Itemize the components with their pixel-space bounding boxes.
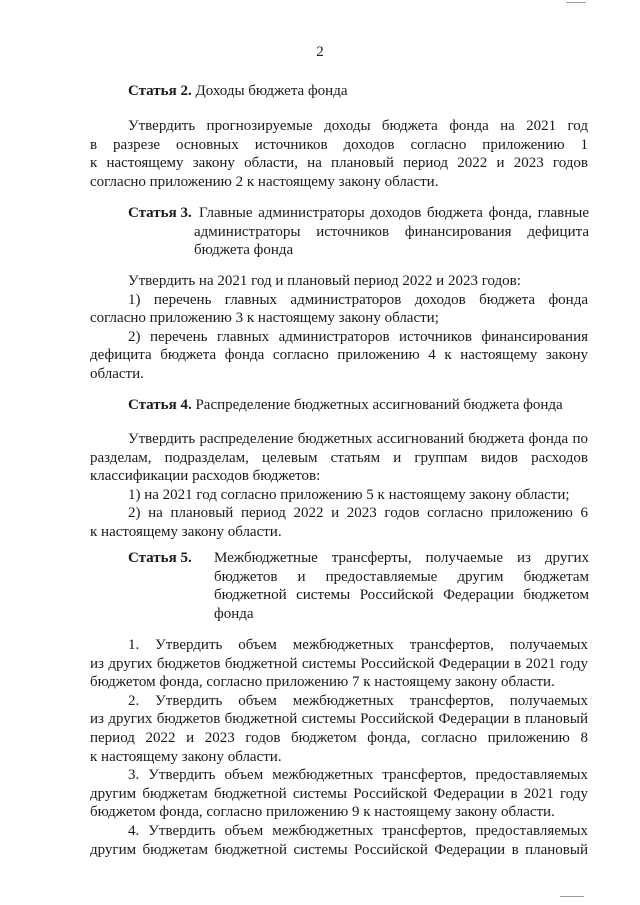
text-line: из других бюджетов бюджетной системы Российской Федерации в 2021 году [90, 655, 588, 672]
article-3-title-first [199, 204, 589, 223]
article-4-paragraph [90, 430, 588, 486]
article-2-title: Доходы бюджета фонда [195, 83, 348, 99]
text-line: 2) перечень главных администраторов источников финансирования [128, 328, 588, 345]
article-3-label: Статья 3. [128, 205, 192, 221]
article-4-title: Распределение бюджетных ассигнований бюджета фонда [195, 397, 563, 413]
article-5-item-4 [90, 822, 588, 859]
text-line: разделам, подразделам, целевым статьям и группам видов расходов [90, 449, 588, 466]
text-line: к настоящему закону области, на плановый период 2022 и 2023 годов [90, 155, 588, 172]
text-line: фонда [214, 605, 254, 622]
text-line: другим бюджетам бюджетной системы Российской Федерации в 2021 году [90, 785, 588, 802]
text-line: Главные администраторы доходов бюджета фонда, главные [199, 205, 589, 221]
article-4-item-1 [90, 486, 588, 505]
text-line: бюджетом фонда, согласно приложению 9 к настоящему закону области. [90, 804, 555, 821]
text-line: согласно приложению 2 к настоящему закону области. [90, 173, 439, 190]
text-line: другим бюджетам бюджетной системы Российской Федерации в плановый [90, 841, 588, 858]
text-line: дефицита бюджета фонда согласно приложению 4 к настоящему закону [90, 347, 588, 364]
article-5-item-1 [90, 636, 588, 692]
text-line: 1) перечень главных администраторов доходов бюджета фонда [128, 291, 588, 308]
text-line: период 2022 и 2023 годов бюджетом фонда, согласно приложению 8 [90, 729, 588, 746]
text-line: области. [90, 365, 144, 382]
text-line: 1. Утвердить объем межбюджетных трансфертов, получаемых [128, 637, 588, 653]
article-2-paragraph [90, 117, 588, 191]
text-line: Утвердить прогнозируемые доходы бюджета фонда на 2021 год [128, 118, 588, 134]
text-line: к настоящему закону области. [90, 748, 282, 765]
page-number: 2 [316, 44, 324, 60]
article-3-title-rest [194, 223, 589, 260]
scan-mark-bottom [560, 896, 584, 897]
text-line: бюджетов и предоставляемые другим бюджетам [214, 568, 589, 585]
text-line: из других бюджетов бюджетной системы Российской Федерации в плановый [90, 711, 588, 728]
article-5-label: Статья 5. [128, 550, 192, 566]
article-5-item-2 [90, 692, 588, 766]
article-4-heading [128, 396, 563, 415]
text-line: бюджета фонда [194, 242, 294, 259]
text-line: 3. Утвердить объем межбюджетных трансфертов, предоставляемых [128, 767, 588, 784]
text-line: классификации расходов бюджетов: [90, 468, 321, 485]
text-line: 1) на 2021 год согласно приложению 5 к настоящему закону области; [128, 486, 570, 503]
text-line: согласно приложению 3 к настоящему закону области; [90, 310, 439, 327]
text-line: 2. Утвердить объем межбюджетных трансфертов, получаемых [128, 692, 588, 709]
text-line: в разрезе основных источников доходов согласно приложению 1 [90, 136, 588, 153]
text-line: Межбюджетные трансферты, получаемые из других [214, 550, 589, 566]
article-5-title [214, 549, 589, 623]
text-line: 4. Утвердить объем межбюджетных трансфертов, предоставляемых [128, 823, 588, 839]
text-line: к настоящему закону области. [90, 523, 282, 540]
article-2-label: Статья 2. [128, 83, 192, 99]
text-line: Утвердить на 2021 год и плановый период 2022 и 2023 годов: [128, 273, 521, 289]
article-3-intro [90, 272, 588, 291]
scan-mark-top [566, 2, 586, 3]
article-3-item-1 [90, 291, 588, 328]
text-line: Утвердить распределение бюджетных ассигнований бюджета фонда по [128, 431, 588, 447]
text-line: бюджетной системы Российской Федерации бюджетом [214, 587, 589, 604]
article-5-item-3 [90, 766, 588, 822]
text-line: администраторы источников финансирования дефицита [194, 223, 589, 240]
text-line: 2) на плановый период 2022 и 2023 годов согласно приложению 6 [128, 505, 588, 522]
article-4-label: Статья 4. [128, 397, 192, 413]
article-2-heading [128, 82, 348, 101]
text-line: бюджетом фонда, согласно приложению 7 к настоящему закону области. [90, 674, 555, 691]
article-3-item-2 [90, 328, 588, 384]
article-4-item-2 [90, 504, 588, 541]
